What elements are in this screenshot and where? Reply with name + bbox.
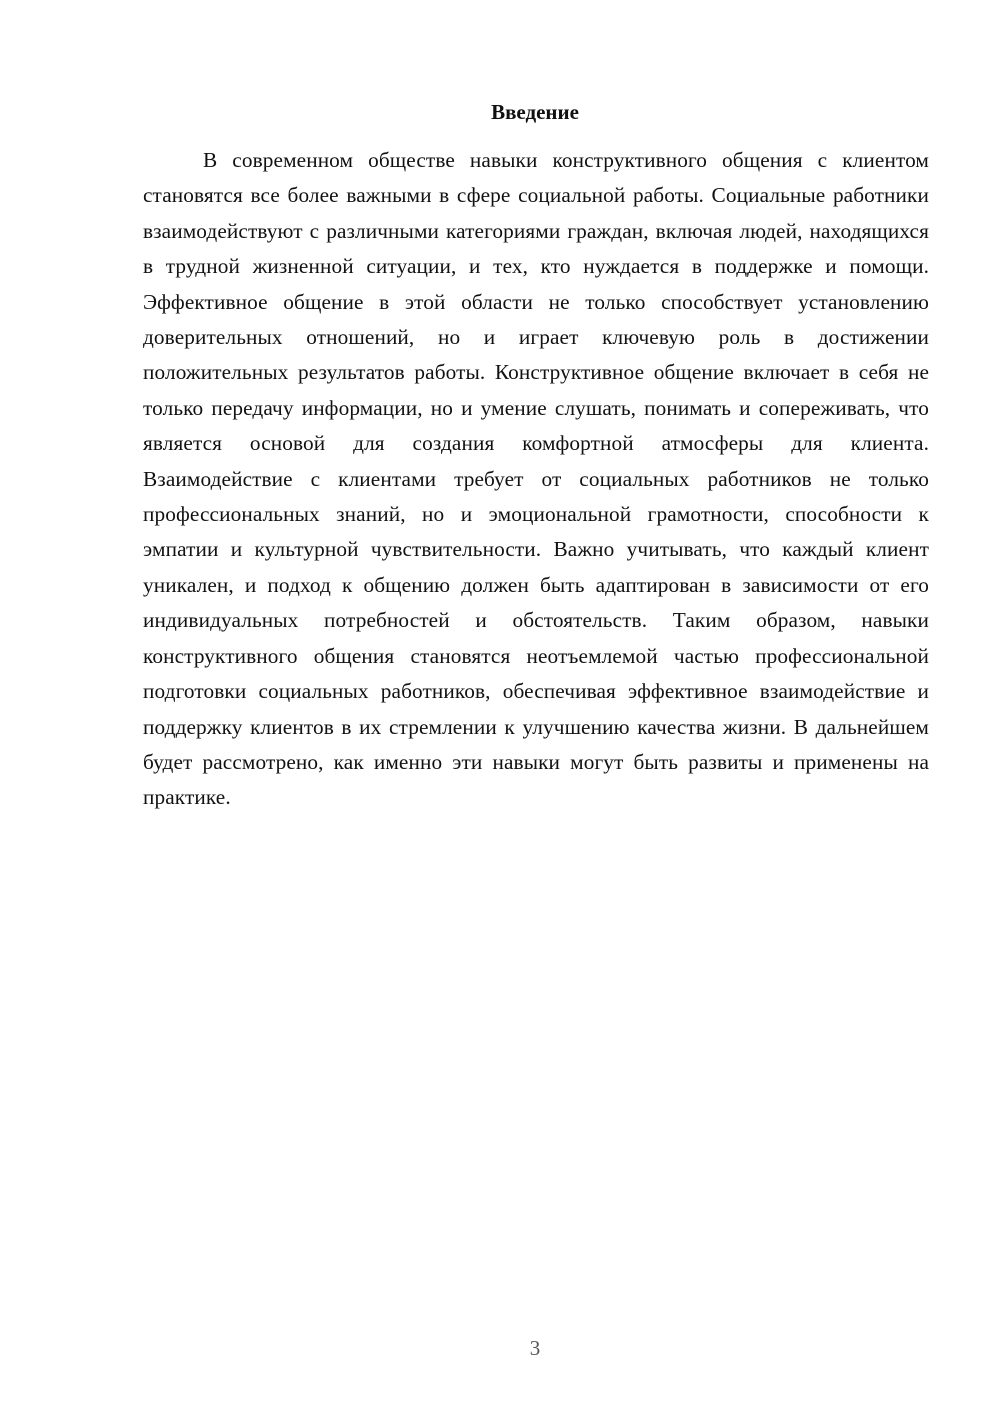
introduction-paragraph: В современном обществе навыки конструктивного общения с клиентом становятся все более важными в сфере социальной работы. Социальные работники взаимодействуют с различными категориями граждан, включая людей, находящихся в трудной жизненной ситуации, и тех, кто нуждается в поддержке и помощи. Эффективное общение в этой области не только способствует установлению доверительных отношений, но и играет ключевую роль в достижении положительных результатов работы. Конструктивное общение включает в себя не только передачу информации, но и умение слушать, понимать и сопереживать, что является основой для создания комфортной атмосферы для клиента. Взаимодействие с клиентами требует от социальных работников не только профессиональных знаний, но и эмоциональной грамотности, способности к эмпатии и культурной чувствительности. Важно учитывать, что каждый клиент уникален, и подход к общению должен быть адаптирован в зависимости от его индивидуальных потребностей и обстоятельств. Таким образом, навыки конструктивного общения становятся неотъемлемой частью профессиональной подготовки социальных работников, обеспечивая эффективное взаимодействие и поддержку клиентов в их стремлении к улучшению качества жизни. В дальнейшем будет рассмотрено, как именно эти навыки могут быть развиты и применены на практике.: [143, 148, 929, 810]
section-heading: Введение: [491, 100, 579, 124]
page-number: 3: [529, 1336, 541, 1360]
